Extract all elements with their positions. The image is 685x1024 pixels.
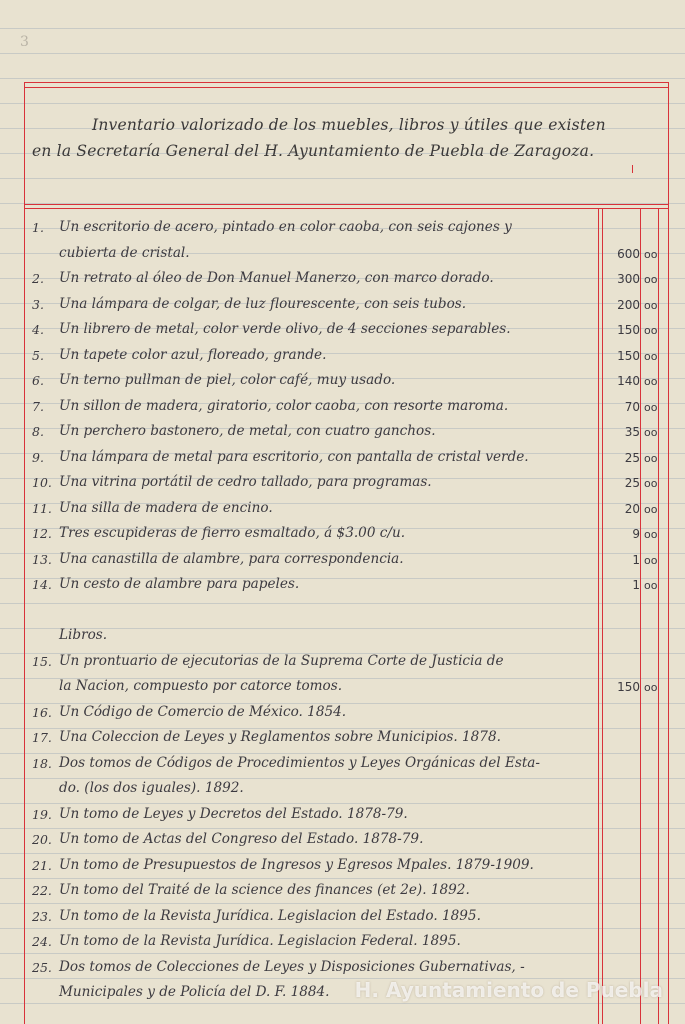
item-number: 23. — [32, 908, 52, 924]
inventory-row — [0, 621, 685, 646]
item-description: Un tomo de la Revista Jurídica. Legislacion del Estado. 1895. — [59, 907, 481, 924]
item-cents: oo — [644, 426, 658, 439]
item-description: Un tomo de Presupuestos de Ingresos y Egresos Mpales. 1879-1909. — [59, 856, 534, 873]
page-mark: 3 — [20, 34, 29, 50]
top-rule-inner — [24, 87, 669, 88]
item-cents: oo — [644, 681, 658, 694]
item-description: Un tapete color azul, floreado, grande. — [59, 346, 327, 363]
item-description: Dos tomos de Colecciones de Leyes y Disposiciones Gubernativas, - — [59, 958, 525, 975]
inventory-row — [0, 417, 685, 442]
item-description: Una vitrina portátil de cedro tallado, para programas. — [59, 474, 432, 490]
item-amount: 150 — [617, 323, 640, 337]
inventory-row — [0, 953, 685, 978]
item-number: 24. — [32, 934, 52, 949]
item-amount: 70 — [624, 399, 640, 414]
item-cents: oo — [644, 502, 658, 516]
item-description: Un librero de metal, color verde olivo, de 4 secciones separables. — [59, 321, 511, 337]
item-number: 2. — [32, 271, 44, 286]
item-number: 4. — [32, 322, 44, 337]
item-cents: oo — [644, 247, 658, 261]
red-tick — [632, 165, 633, 173]
item-amount: 300 — [617, 272, 640, 286]
item-number: 14. — [32, 577, 52, 592]
item-number: 13. — [32, 551, 52, 567]
item-number: 25. — [32, 959, 52, 975]
item-amount: 20 — [624, 501, 640, 516]
item-number: 9. — [32, 449, 44, 465]
item-description: Un tomo de Actas del Congreso del Estado. 1878-79. — [59, 831, 424, 847]
item-cents: oo — [644, 273, 658, 286]
item-description: Un cesto de alambre para papeles. — [59, 576, 300, 592]
item-description: Un tomo de Leyes y Decretos del Estado. 1878-79. — [59, 805, 408, 822]
inventory-row — [0, 851, 685, 876]
item-description: Un sillon de madera, giratorio, color caoba, con resorte maroma. — [59, 397, 509, 414]
item-cents: oo — [644, 579, 658, 592]
inventory-row — [0, 825, 685, 850]
item-amount: 600 — [617, 246, 640, 261]
inventory-row — [0, 774, 685, 799]
item-cents: oo — [644, 298, 658, 312]
item-amount: 150 — [617, 680, 640, 694]
inventory-row — [0, 315, 685, 340]
inventory-row — [0, 264, 685, 289]
item-number: 10. — [32, 475, 52, 490]
item-cents: oo — [644, 349, 658, 363]
item-description: Libros. — [59, 627, 108, 643]
inventory-row — [0, 392, 685, 417]
item-number: 8. — [32, 424, 44, 439]
item-number: 21. — [32, 857, 52, 873]
item-description: Dos tomos de Códigos de Procedimientos y Leyes Orgánicas del Esta- — [59, 754, 541, 771]
inventory-row — [0, 494, 685, 519]
inventory-row — [0, 545, 685, 570]
item-number: 7. — [32, 398, 44, 414]
inventory-row — [0, 213, 685, 238]
header-bottom-rule-inner — [24, 208, 669, 209]
item-number: 20. — [32, 832, 52, 847]
item-number: 16. — [32, 704, 52, 720]
item-description: Un perchero bastonero, de metal, con cuatro ganchos. — [59, 423, 436, 439]
item-description: Tres escupideras de fierro esmaltado, á $3.00 c/u. — [59, 525, 406, 541]
item-amount: 200 — [617, 297, 640, 312]
item-cents: oo — [644, 375, 658, 388]
item-description: Una lámpara de metal para escritorio, con pantalla de cristal verde. — [59, 448, 529, 465]
inventory-row — [0, 443, 685, 468]
item-cents: oo — [644, 553, 658, 567]
item-amount: 140 — [617, 374, 640, 388]
item-description: Una Coleccion de Leyes y Reglamentos sobre Municipios. 1878. — [59, 729, 501, 745]
item-number: 18. — [32, 755, 52, 771]
inventory-row — [0, 570, 685, 595]
item-number: 22. — [32, 883, 52, 898]
item-cents: oo — [644, 528, 658, 541]
item-amount: 150 — [617, 348, 640, 363]
item-number: 1. — [32, 220, 44, 235]
item-description: la Nacion, compuesto por catorce tomos. — [59, 678, 343, 694]
inventory-row — [0, 519, 685, 544]
item-number: 17. — [32, 730, 52, 745]
document-title — [32, 112, 662, 164]
watermark: H. Ayuntamiento de Puebla — [354, 978, 663, 1002]
inventory-row — [0, 341, 685, 366]
item-description: do. (los dos iguales). 1892. — [59, 780, 244, 796]
title-line-1: Inventario valorizado de los muebles, libros y útiles que existen — [92, 116, 606, 134]
item-cents: oo — [644, 400, 658, 414]
item-number: 5. — [32, 347, 44, 363]
item-description: Un Código de Comercio de México. 1854. — [59, 703, 347, 720]
item-number: 6. — [32, 373, 44, 388]
item-description: Una silla de madera de encino. — [59, 499, 273, 516]
item-description: Un terno pullman de piel, color café, muy usado. — [59, 372, 396, 388]
item-description: Municipales y de Policía del D. F. 1884. — [59, 984, 330, 1000]
inventory-row — [0, 800, 685, 825]
inventory-row — [0, 596, 685, 621]
inventory-row — [0, 468, 685, 493]
item-description: Un escritorio de acero, pintado en color caoba, con seis cajones y — [59, 219, 512, 235]
item-description: Un tomo de la Revista Jurídica. Legislacion Federal. 1895. — [59, 933, 461, 949]
inventory-row — [0, 366, 685, 391]
inventory-row — [0, 239, 685, 264]
item-amount: 9 — [632, 527, 640, 541]
inventory-row — [0, 723, 685, 748]
item-cents: oo — [644, 324, 658, 337]
inventory-row — [0, 749, 685, 774]
item-description: Un tomo del Traité de la science des finances (et 2e). 1892. — [59, 882, 470, 898]
item-amount: 25 — [624, 450, 640, 465]
item-amount: 25 — [624, 476, 640, 490]
item-amount: 1 — [632, 578, 640, 592]
title-line-2: en la Secretaría General del H. Ayuntamiento de Puebla de Zaragoza. — [32, 142, 595, 160]
item-description: Una canastilla de alambre, para correspondencia. — [59, 550, 404, 567]
item-number: 11. — [32, 500, 52, 516]
inventory-row — [0, 902, 685, 927]
item-number: 12. — [32, 526, 52, 541]
item-cents: oo — [644, 451, 658, 465]
item-amount: 35 — [624, 425, 640, 439]
item-number: 3. — [32, 296, 44, 312]
item-description: Un retrato al óleo de Don Manuel Manerzo, con marco dorado. — [59, 270, 494, 286]
top-rule — [24, 82, 669, 83]
item-description: Un prontuario de ejecutorias de la Suprema Corte de Justicia de — [59, 652, 504, 669]
inventory-row — [0, 876, 685, 901]
item-number: 15. — [32, 653, 52, 669]
item-description: cubierta de cristal. — [59, 244, 190, 261]
inventory-row — [0, 290, 685, 315]
item-amount: 1 — [632, 552, 640, 567]
inventory-row — [0, 647, 685, 672]
inventory-row — [0, 698, 685, 723]
item-description: Una lámpara de colgar, de luz flourescente, con seis tubos. — [59, 295, 467, 312]
item-cents: oo — [644, 477, 658, 490]
header-bottom-rule — [24, 204, 669, 205]
inventory-row — [0, 672, 685, 697]
item-number: 19. — [32, 806, 52, 822]
inventory-row — [0, 927, 685, 952]
